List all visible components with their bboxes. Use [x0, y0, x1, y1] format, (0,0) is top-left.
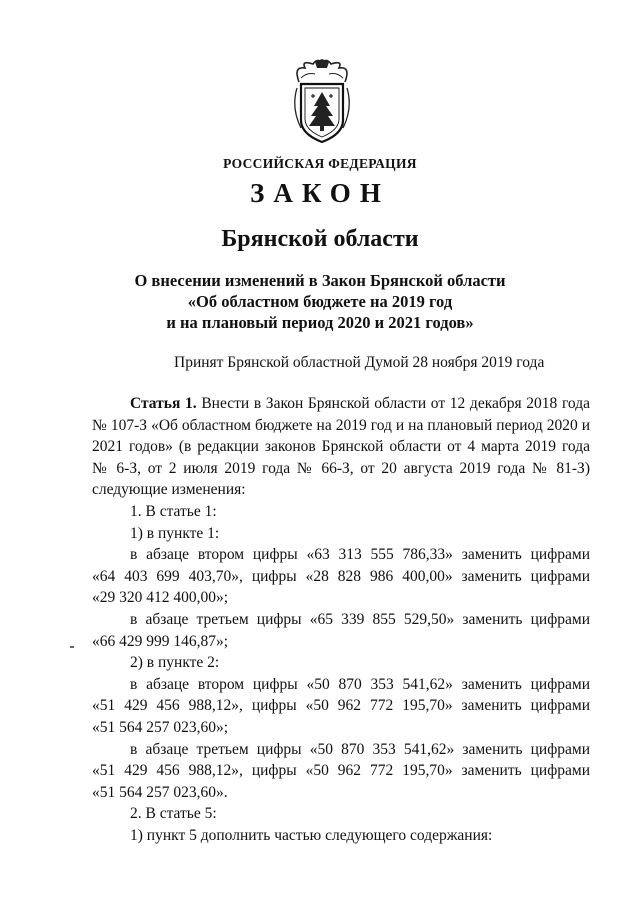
article-line: № 6-З, от 2 июля 2019 года № 66-З, от 20 августа 2019 года № 81-З): [92, 459, 590, 477]
subject-line: и на плановый период 2020 и 2021 годов»: [166, 313, 474, 332]
country-heading: РОССИЙСКАЯ ФЕДЕРАЦИЯ: [223, 156, 417, 171]
article-line: «66 429 999 146,87»;: [92, 632, 229, 650]
article-line: 1) в пункте 1:: [130, 524, 220, 542]
article-body: [92, 393, 590, 846]
article-line: «51 429 456 988,12», цифры «50 962 772 195,70» заменить цифрами: [92, 697, 590, 715]
article-line: в абзаце третьем цифры «50 870 353 541,62» заменить цифрами: [130, 740, 590, 758]
article-label: Статья 1.: [130, 395, 197, 412]
article-line: «51 429 456 988,12», цифры «50 962 772 195,70» заменить цифрами: [92, 762, 590, 780]
article-line: 2) в пункте 2:: [130, 654, 220, 672]
article-line: 1. В статье 1:: [130, 502, 217, 520]
article-line: следующие изменения:: [92, 481, 246, 499]
article-line: в абзаце втором цифры «63 313 555 786,33» заменить цифрами: [130, 546, 590, 564]
article-line: «29 320 412 400,00»;: [92, 589, 229, 607]
article-line: 1) пункт 5 дополнить частью следующего содержания:: [130, 826, 493, 844]
law-subject: [0, 270, 640, 333]
scan-speck: [70, 646, 74, 648]
article-line: 2021 годов» (в редакции законов Брянской области от 4 марта 2019 года: [92, 438, 590, 456]
document-type-title: ЗАКОН: [250, 178, 390, 208]
subject-line: «Об областном бюджете на 2019 год: [187, 292, 453, 311]
region-title: Брянской области: [221, 226, 419, 252]
article-line: «64 403 699 403,70», цифры «28 828 986 400,00» заменить цифрами: [92, 567, 590, 585]
article-line: № 107-З «Об областном бюджете на 2019 год и на плановый период 2020 и: [92, 416, 590, 434]
article-line: Статья 1. Внести в Закон Брянской области от 12 декабря 2018 года: [130, 395, 591, 412]
coat-of-arms-emblem: [287, 58, 357, 144]
article-line: в абзаце третьем цифры «65 339 855 529,50» заменить цифрами: [130, 610, 590, 628]
subject-line: О внесении изменений в Закон Брянской области: [134, 271, 506, 290]
article-line: «51 564 257 023,60»;: [92, 718, 229, 736]
article-line: «51 564 257 023,60».: [92, 783, 228, 801]
adoption-note: Принят Брянской областной Думой 28 ноября 2019 года: [174, 354, 545, 371]
article-line: 2. В статье 5:: [130, 805, 217, 823]
article-line: в абзаце втором цифры «50 870 353 541,62» заменить цифрами: [130, 675, 590, 693]
